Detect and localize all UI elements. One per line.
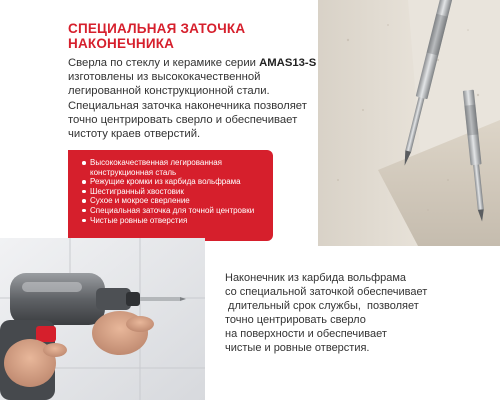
carbide-line: со специальной заточкой обеспечивает bbox=[225, 285, 428, 298]
carbide-line: точно центрировать сверло bbox=[225, 313, 366, 326]
features-list bbox=[82, 158, 265, 225]
features-box bbox=[68, 150, 273, 241]
carbide-line: длительный срок службы, позволяет bbox=[225, 299, 419, 312]
drilling-illustration bbox=[0, 238, 205, 400]
feature-item: Шестигранный хвостовик bbox=[82, 187, 265, 197]
carbide-line: чистые и ровные отверстия. bbox=[225, 341, 370, 354]
feature-item: Чистые ровные отверстия bbox=[82, 216, 265, 226]
carbide-line: на поверхности и обеспечивает bbox=[225, 327, 387, 340]
intro-rest-1: изготовлены из высококачественной легированной конструкционной стали. bbox=[68, 71, 270, 98]
intro-prefix: Сверла по стеклу и керамике серии bbox=[68, 57, 260, 69]
feature-item: Сухое и мокрое сверление bbox=[82, 196, 265, 206]
carbide-paragraph bbox=[225, 272, 440, 355]
carbide-line: Наконечник из карбида вольфрама bbox=[225, 272, 407, 284]
series-name: AMAS13-S bbox=[259, 57, 317, 69]
page-title bbox=[68, 21, 288, 51]
feature-item: Специальная заточка для точной центровки bbox=[82, 206, 265, 216]
feature-item: Высококачественная легированная конструкционная сталь bbox=[82, 158, 265, 177]
intro-rest-2: Специальная заточка наконечника позволяет точно центрировать сверло и обеспечивает чистоту краев отверстий. bbox=[68, 99, 307, 141]
intro-paragraph bbox=[68, 56, 328, 141]
stone-wall-illustration bbox=[318, 0, 500, 246]
drill-bits-photo bbox=[318, 0, 500, 246]
drilling-photo bbox=[0, 238, 205, 400]
title-line-2: НАКОНЕЧНИКА bbox=[68, 36, 175, 51]
title-line-1: СПЕЦИАЛЬНАЯ ЗАТОЧКА bbox=[68, 21, 246, 36]
feature-item: Режущие кромки из карбида вольфрама bbox=[82, 177, 265, 187]
